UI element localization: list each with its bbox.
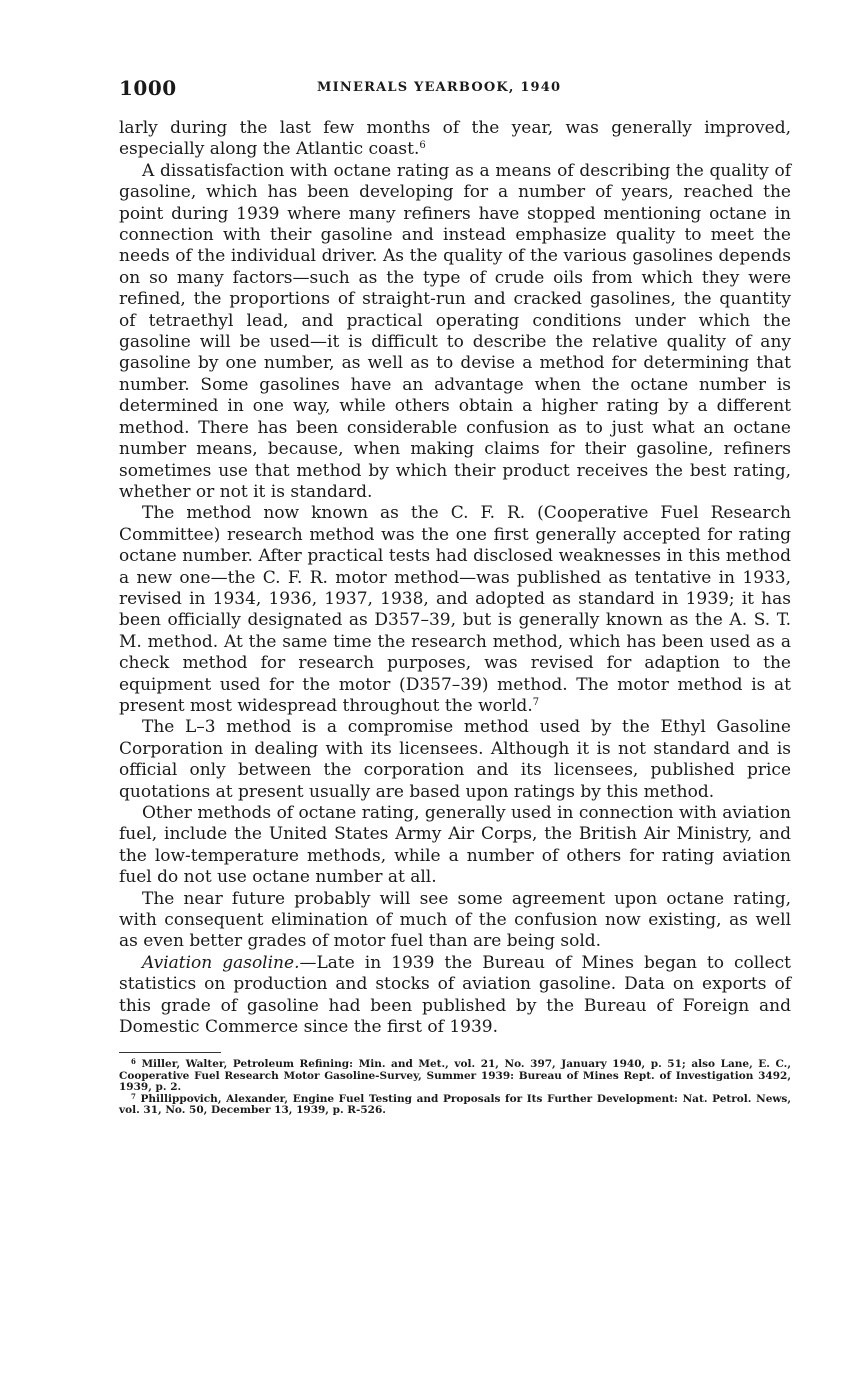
footnote-ref: 6 [419,140,426,152]
paragraph-l3-method [119,717,791,803]
body-text [119,118,791,1038]
paragraph-text: The method now known as the C. F. R. (Cooperative Fuel Research Committee) research method was the one first generally accepted for rating octane number. After practical tests had disclosed weaknesses in this method a new one—the C. F. R. motor method—was published as tentative in 1933, revised in 1934, 1936, 1937, 1938, and adopted as standard in 1939; it has been officially designated as D357–39, but is generally known as the A. S. T. M. method. At the same time the research method, which has been used as a check method for research purposes, was revised for adaption to the equipment used for the motor (D357–39) method. The motor method is at present most widespread throughout the world. [119,503,791,716]
paragraph-text: The near future probably will see some agreement upon octane rating, with consequent elimination of much of the confusion now existing, as well as even better grades of motor fuel than are being sold. [119,888,791,952]
paragraph-text: larly during the last few months of the year, was generally improved, especially along the Atlantic coast. [119,118,791,160]
paragraph-text: —Late in 1939 the Bureau of Mines began to collect statistics on production and stocks of aviation gasoline. Data on exports of this grade of gasoline had been published by the Bureau of Foreign and Domestic Commerce since the first of 1939. [119,952,791,1038]
paragraph-text: A dissatisfaction with octane rating as a means of describing the quality of gasoline, which has been developing for a number of years, reached the point during 1939 where many refiners have stopped mentioning octane in connection with their gasoline and instead emphasize quality to meet the needs of the individual driver. As the quality of the various gasolines depends on so many factors—such as the type of crude oils from which they were refined, the proportions of straight-run and cracked gasolines, the quantity of tetraethyl lead, and practical operating conditions under which the gasoline will be used—it is difficult to describe the relative quality of any gasoline by one number, as well as to devise a method for determining that number. Some gasolines have an advantage when the octane number is determined in one way, while others obtain a higher rating by a different method. There has been considerable confusion as to just what an octane number means, because, when making claims for their gasoline, refiners sometimes use that method by which their product receives the best rating, whether or not it is standard. [119,160,791,502]
paragraph-near-future [119,889,791,953]
footnote-6 [119,1059,791,1093]
paragraph-text: Other methods of octane rating, generally used in connection with aviation fuel, include the United States Army Air Corps, the British Air Ministry, and the low-temperature methods, while a number of others for rating aviation fuel do not use octane number at all. [119,803,791,888]
running-head: MINERALS YEARBOOK, 1940 [317,80,562,95]
paragraph-octane-dissatisfaction [119,161,791,504]
footnotes [119,1059,791,1116]
footnote-text: Phillippovich, Alexander, Engine Fuel Testing and Proposals for Its Further Development: Nat. Petrol. News, vol. 31, No. 50, December 13, 1939, p. R-526. [119,1092,791,1117]
page-number: 1000 [119,76,177,100]
paragraph-aviation-gasoline [119,953,791,1039]
footnote-divider [119,1052,221,1053]
footnote-ref: 7 [532,696,540,708]
footnote-7 [119,1091,791,1117]
footnote-text: Miller, Walter, Petroleum Refining: Min. and Met., vol. 21, No. 397, January 1940, p. 51; also Lane, E. C., Cooperative Fuel Research Motor Gasoline-Survey, Summer 1939: Bureau of Mines Rept. of Investigation 3492, 1939, p. 2. [119,1058,791,1094]
page-header [119,76,791,102]
footnote-marker: 7 [131,1091,136,1101]
footnote-marker: 6 [131,1057,136,1067]
document-page [119,76,791,1117]
paragraph-text: The L–3 method is a compromise method used by the Ethyl Gasoline Corporation in dealing with its licensees. Although it is not standard and is official only between the corporation and its licensees, published price quotations at present usually are based upon ratings by this method. [119,717,791,802]
paragraph-continued [119,118,791,161]
paragraph-cfr-method [119,503,791,717]
section-lead: Aviation gasoline. [142,952,300,973]
paragraph-other-methods [119,803,791,889]
